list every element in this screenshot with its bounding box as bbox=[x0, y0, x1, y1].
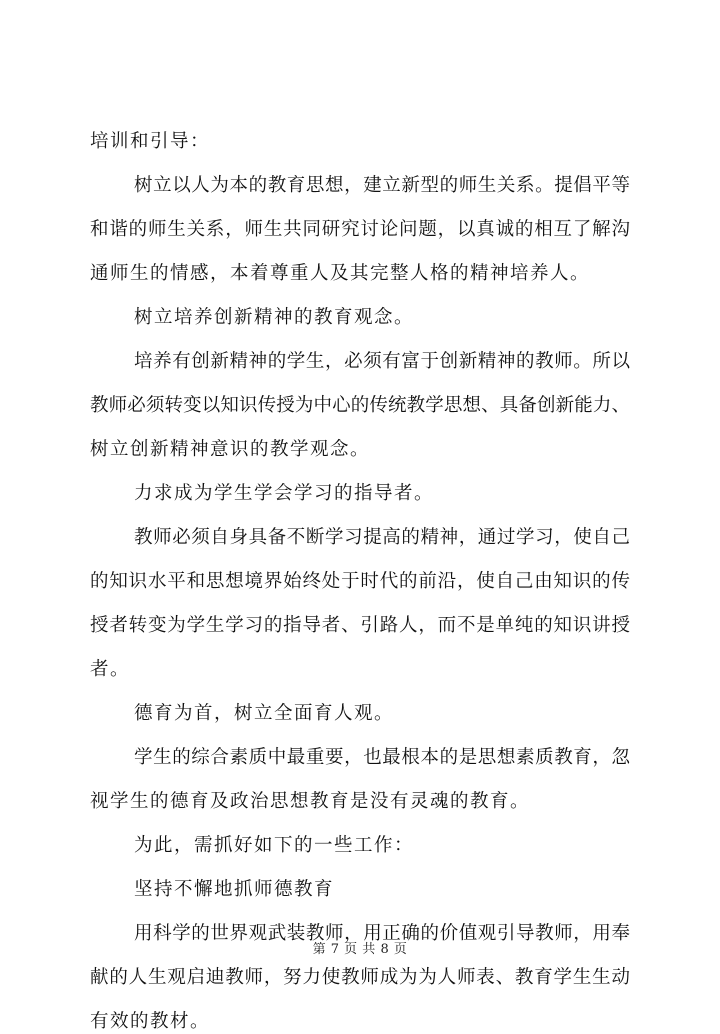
text-line-20: 献的人生观启迪教师，努力使教师成为为人师表、教育学生生动 bbox=[90, 967, 630, 988]
text-line-21: 有效的教材。 bbox=[90, 1011, 211, 1032]
text-line-17: 为此，需抓好如下的一些工作： bbox=[134, 835, 415, 856]
text-line-8: 树立创新精神意识的教学观念。 bbox=[90, 439, 371, 460]
text-line-6: 培养有创新精神的学生，必须有富于创新精神的教师。所以 bbox=[134, 351, 630, 372]
text-line-14: 德育为首，树立全面育人观。 bbox=[134, 703, 395, 724]
text-line-12: 授者转变为学生学习的指导者、引路人，而不是单纯的知识讲授 bbox=[90, 615, 630, 636]
text-line-5: 树立培养创新精神的教育观念。 bbox=[134, 307, 415, 328]
text-line-4: 通师生的情感，本着尊重人及其完整人格的精神培养人。 bbox=[90, 263, 591, 284]
text-line-18: 坚持不懈地抓师德教育 bbox=[134, 879, 335, 900]
text-line-10: 教师必须自身具备不断学习提高的精神，通过学习，使自己 bbox=[134, 527, 630, 548]
text-line-15: 学生的综合素质中最重要，也最根本的是思想素质教育，忽 bbox=[134, 747, 630, 768]
text-line-2: 树立以人为本的教育思想，建立新型的师生关系。提倡平等 bbox=[134, 175, 630, 196]
text-line-11: 的知识水平和思想境界始终处于时代的前沿，使自己由知识的传 bbox=[90, 571, 630, 592]
text-line-16: 视学生的德育及政治思想教育是没有灵魂的教育。 bbox=[90, 791, 531, 812]
text-line-19: 用科学的世界观武装教师，用正确的价值观引导教师，用奉 bbox=[134, 923, 630, 944]
text-line-13: 者。 bbox=[90, 659, 131, 680]
text-line-3: 和谐的师生关系，师生共同研究讨论问题，以真诚的相互了解沟 bbox=[90, 219, 630, 240]
text-line-1: 培训和引导： bbox=[90, 131, 211, 152]
text-line-9: 力求成为学生学会学习的指导者。 bbox=[134, 483, 435, 504]
page-number-footer: 第 7 页 共 8 页 bbox=[312, 942, 408, 957]
text-line-7: 教师必须转变以知识传授为中心的传统教学思想、具备创新能力、 bbox=[90, 395, 630, 416]
